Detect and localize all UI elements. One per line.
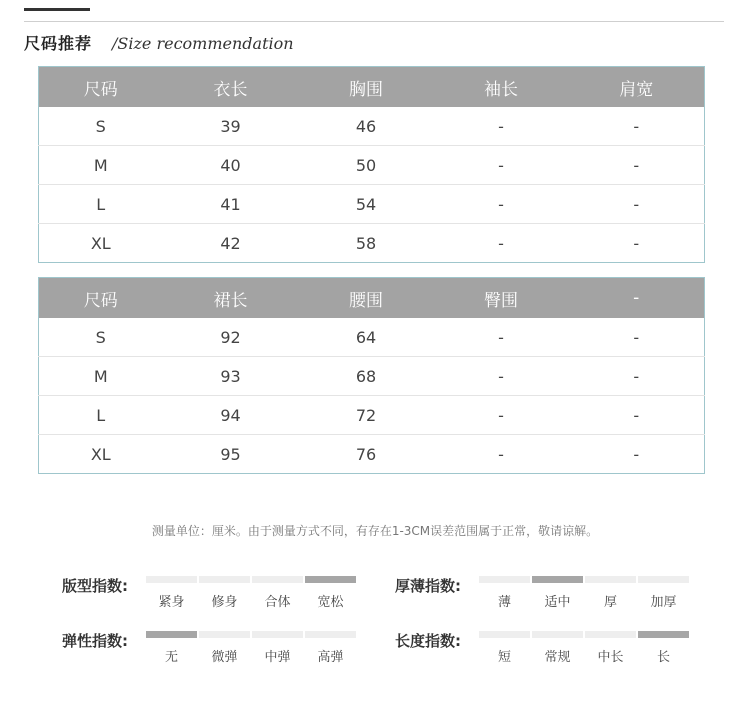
index-option	[532, 576, 583, 610]
column-header: 裙长	[163, 278, 299, 319]
table-cell: 42	[163, 224, 299, 263]
table-cell: XL	[39, 224, 163, 263]
index-option	[305, 631, 356, 665]
index-indicator-bar	[532, 576, 583, 583]
table-cell: -	[569, 396, 705, 435]
measurement-note: 测量单位：厘米。由于测量方式不同，有存在1-3CM误差范围属于正常，敬请谅解。	[151, 524, 599, 538]
table-cell: 64	[355, 327, 377, 347]
table-cell: 50	[299, 146, 434, 185]
index-option-label: 微弹	[211, 650, 238, 665]
index-indicator-bar	[252, 576, 303, 583]
length-index	[395, 631, 691, 665]
table-cell: 95	[163, 435, 299, 474]
index-label: 长度指数:	[395, 632, 461, 650]
table-cell: -	[569, 435, 705, 474]
table-header-row	[39, 278, 705, 319]
index-indicator-bar	[146, 576, 197, 583]
index-option-label: 常规	[544, 650, 571, 665]
table-row	[39, 435, 705, 474]
table-row	[39, 396, 705, 435]
table-cell: -	[498, 116, 504, 136]
table-cell: M	[39, 357, 163, 396]
index-indicator-bar	[585, 576, 636, 583]
index-indicator-bar	[252, 631, 303, 638]
index-option-label: 修身	[211, 595, 238, 610]
heading-title-en: /Size recommendation	[112, 34, 294, 53]
index-option	[305, 576, 356, 610]
top-accent-bar	[24, 8, 90, 11]
table-header-row	[39, 67, 705, 108]
index-option	[479, 576, 530, 610]
column-header: 袖长	[434, 67, 569, 108]
column-header: 肩宽	[569, 67, 705, 108]
index-option-label: 中长	[597, 650, 624, 665]
table-cell: -	[434, 435, 569, 474]
index-option-label: 厚	[603, 595, 617, 610]
column-header: 衣长	[163, 67, 299, 108]
table-cell: XL	[39, 435, 163, 474]
table-cell: 46	[355, 116, 377, 136]
index-indicator-bar	[638, 631, 689, 638]
table-row	[39, 146, 705, 185]
table-cell: -	[434, 185, 569, 224]
table-cell: 92	[220, 327, 241, 347]
bottom-size-table	[38, 277, 705, 474]
table-cell: -	[434, 224, 569, 263]
index-indicator-bar	[585, 631, 636, 638]
table-cell: -	[633, 327, 640, 347]
table-cell: -	[498, 327, 504, 347]
index-option	[638, 631, 689, 665]
index-option-label: 高弹	[317, 650, 344, 665]
column-header: -	[569, 278, 705, 319]
fit-index	[62, 576, 358, 610]
index-label: 版型指数:	[62, 577, 128, 595]
index-indicator-bar	[199, 631, 250, 638]
index-indicator-bar	[199, 576, 250, 583]
index-option-label: 中弹	[264, 650, 291, 665]
table-cell: 54	[299, 185, 434, 224]
table-cell: M	[39, 146, 163, 185]
elasticity-index	[62, 631, 358, 665]
table-cell: -	[569, 224, 705, 263]
table-row	[39, 357, 705, 396]
index-indicator-bar	[638, 576, 689, 583]
index-indicator-bar	[146, 631, 197, 638]
table-cell: -	[434, 357, 569, 396]
table-cell: S	[95, 327, 106, 347]
table-cell: -	[434, 396, 569, 435]
heading-title-cn: 尺码推荐	[24, 34, 93, 53]
table-cell: -	[434, 146, 569, 185]
index-option-label: 无	[164, 650, 178, 665]
table-cell: 93	[163, 357, 299, 396]
section-heading	[24, 31, 294, 53]
table-cell: S	[95, 116, 106, 136]
index-option	[638, 576, 689, 610]
index-option-label: 适中	[544, 595, 571, 610]
table-cell: -	[569, 357, 705, 396]
index-option	[146, 631, 197, 665]
index-option-label: 短	[497, 650, 511, 665]
index-option	[532, 631, 583, 665]
table-cell: 94	[163, 396, 299, 435]
table-cell: L	[39, 396, 163, 435]
index-option-label: 宽松	[317, 595, 344, 610]
column-header: 臀围	[434, 278, 569, 319]
index-option-label: 薄	[497, 595, 511, 610]
table-cell: -	[633, 116, 640, 136]
index-option	[146, 576, 197, 610]
table-cell: 76	[299, 435, 434, 474]
table-row	[39, 107, 705, 146]
index-option	[479, 631, 530, 665]
table-cell: 58	[299, 224, 434, 263]
index-indicator-bar	[532, 631, 583, 638]
index-indicator-bar	[479, 631, 530, 638]
column-header: 尺码	[39, 67, 163, 108]
table-cell: 40	[163, 146, 299, 185]
index-option	[252, 631, 303, 665]
column-header: 腰围	[299, 278, 434, 319]
table-row	[39, 318, 705, 357]
column-header: 尺码	[39, 278, 163, 319]
index-indicator-bar	[479, 576, 530, 583]
table-row	[39, 224, 705, 263]
index-option-label: 合体	[264, 595, 291, 610]
table-cell: -	[569, 185, 705, 224]
table-row	[39, 185, 705, 224]
table-cell: 39	[220, 116, 241, 136]
top-size-table	[38, 66, 705, 263]
table-cell: 68	[299, 357, 434, 396]
index-option	[252, 576, 303, 610]
table-cell: -	[569, 146, 705, 185]
index-option	[585, 576, 636, 610]
index-option-label: 长	[656, 650, 670, 665]
table-cell: 41	[163, 185, 299, 224]
index-option-label: 紧身	[158, 595, 185, 610]
index-label: 弹性指数:	[62, 632, 128, 650]
index-option	[585, 631, 636, 665]
index-indicator-bar	[305, 631, 356, 638]
index-option-label: 加厚	[650, 595, 677, 610]
top-divider	[24, 21, 724, 22]
index-option	[199, 631, 250, 665]
index-indicator-bar	[305, 576, 356, 583]
table-cell: L	[39, 185, 163, 224]
thickness-index	[395, 576, 691, 610]
table-cell: 72	[299, 396, 434, 435]
index-label: 厚薄指数:	[395, 577, 461, 595]
index-option	[199, 576, 250, 610]
column-header: 胸围	[299, 67, 434, 108]
